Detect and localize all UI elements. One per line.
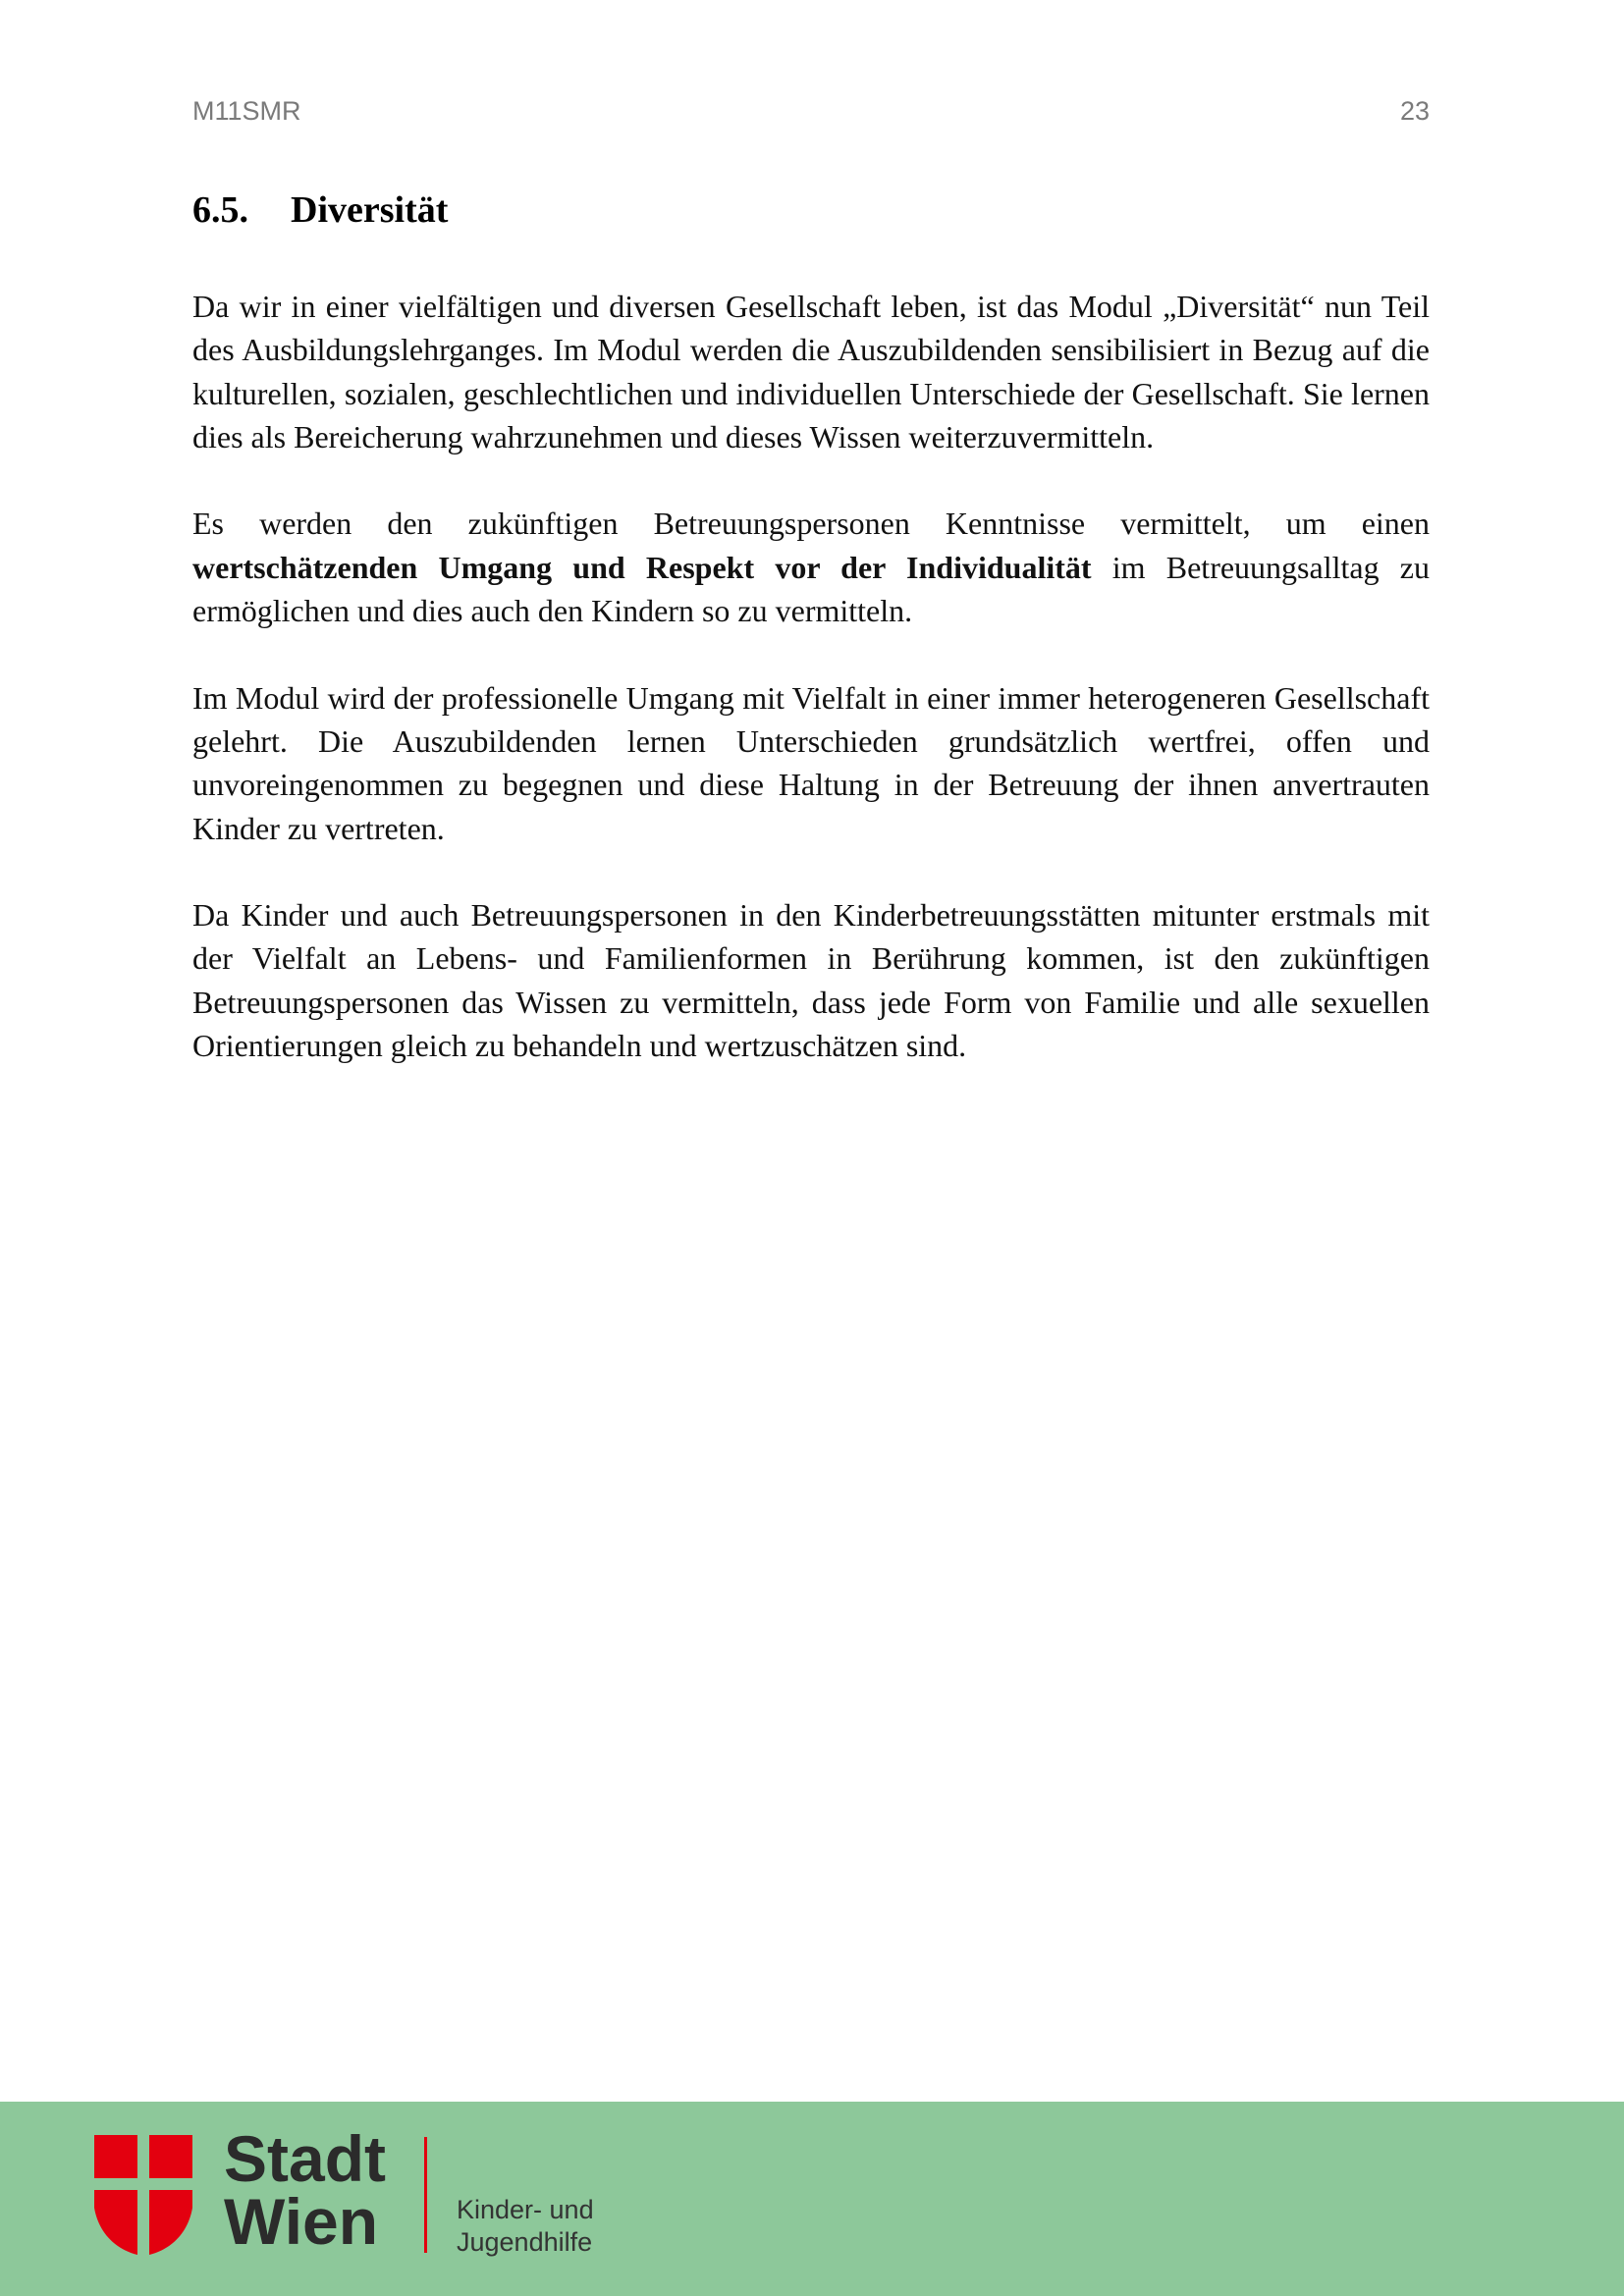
section-heading (192, 188, 448, 232)
section-title: Diversität (291, 189, 449, 231)
logo-line-2: Wien (224, 2185, 379, 2258)
logo-line-1: Stadt (224, 2122, 386, 2195)
page-header (192, 96, 1430, 135)
department-line-1: Kinder- und (457, 2195, 594, 2224)
department-line-2: Jugendhilfe (457, 2227, 593, 2257)
paragraph-2 (192, 502, 1430, 632)
section-number: 6.5. (192, 189, 248, 231)
paragraph-4: Da Kinder und auch Betreuungspersonen in den Kinderbetreuungsstätten mitunter erstmals mit der Vielfalt an Lebens- und Familienformen in Berührung kommen, ist den zukünftigen Betreuungspersonen das Wissen zu vermitteln, dass jede Form von Familie und alle sexuellen Orientierungen gleich zu behandeln und wertzuschätzen sind. (192, 897, 1430, 1064)
logo-divider (424, 2137, 427, 2253)
paragraph-1: Da wir in einer vielfältigen und diversen Gesellschaft leben, ist das Modul „Diversität“ nun Teil des Ausbildungslehrganges. Im Modul werden die Auszubildenden sensibilisiert in Bezug auf die kulturellen, sozialen, geschlechtlichen und individuellen Unterschiede der Gesellschaft. Sie lernen dies als Bereicherung wahrzunehmen und dieses Wissen weiterzuvermitteln. (192, 289, 1430, 454)
paragraph-3: Im Modul wird der professionelle Umgang mit Vielfalt in einer immer heterogeneren Gesellschaft gelehrt. Die Auszubildenden lernen Unterschieden grundsätzlich wertfrei, offen und unvoreingenommen zu begegnen und diese Haltung in der Betreuung der ihnen anvertrauten Kinder zu vertreten. (192, 679, 1430, 846)
vienna-shield-icon (94, 2135, 192, 2255)
body-text (192, 285, 1430, 1111)
stadt-wien-logo-text (224, 2122, 386, 2258)
paragraph-2-emphasis: wertschätzenden Umgang und Respekt vor der Individualität (192, 549, 1092, 585)
paragraph-2-end: im Betreuungsalltag zu ermöglichen und dies auch den Kindern so zu vermitteln. (192, 549, 1430, 629)
department-name (457, 2194, 594, 2259)
paragraph-2-start: Es werden den zukünftigen Betreuungspersonen Kenntnisse vermittelt, um einen (192, 506, 1430, 542)
document-code: M11SMR (192, 96, 301, 126)
page-number: 23 (1399, 96, 1430, 126)
footer-band (0, 2102, 1624, 2296)
